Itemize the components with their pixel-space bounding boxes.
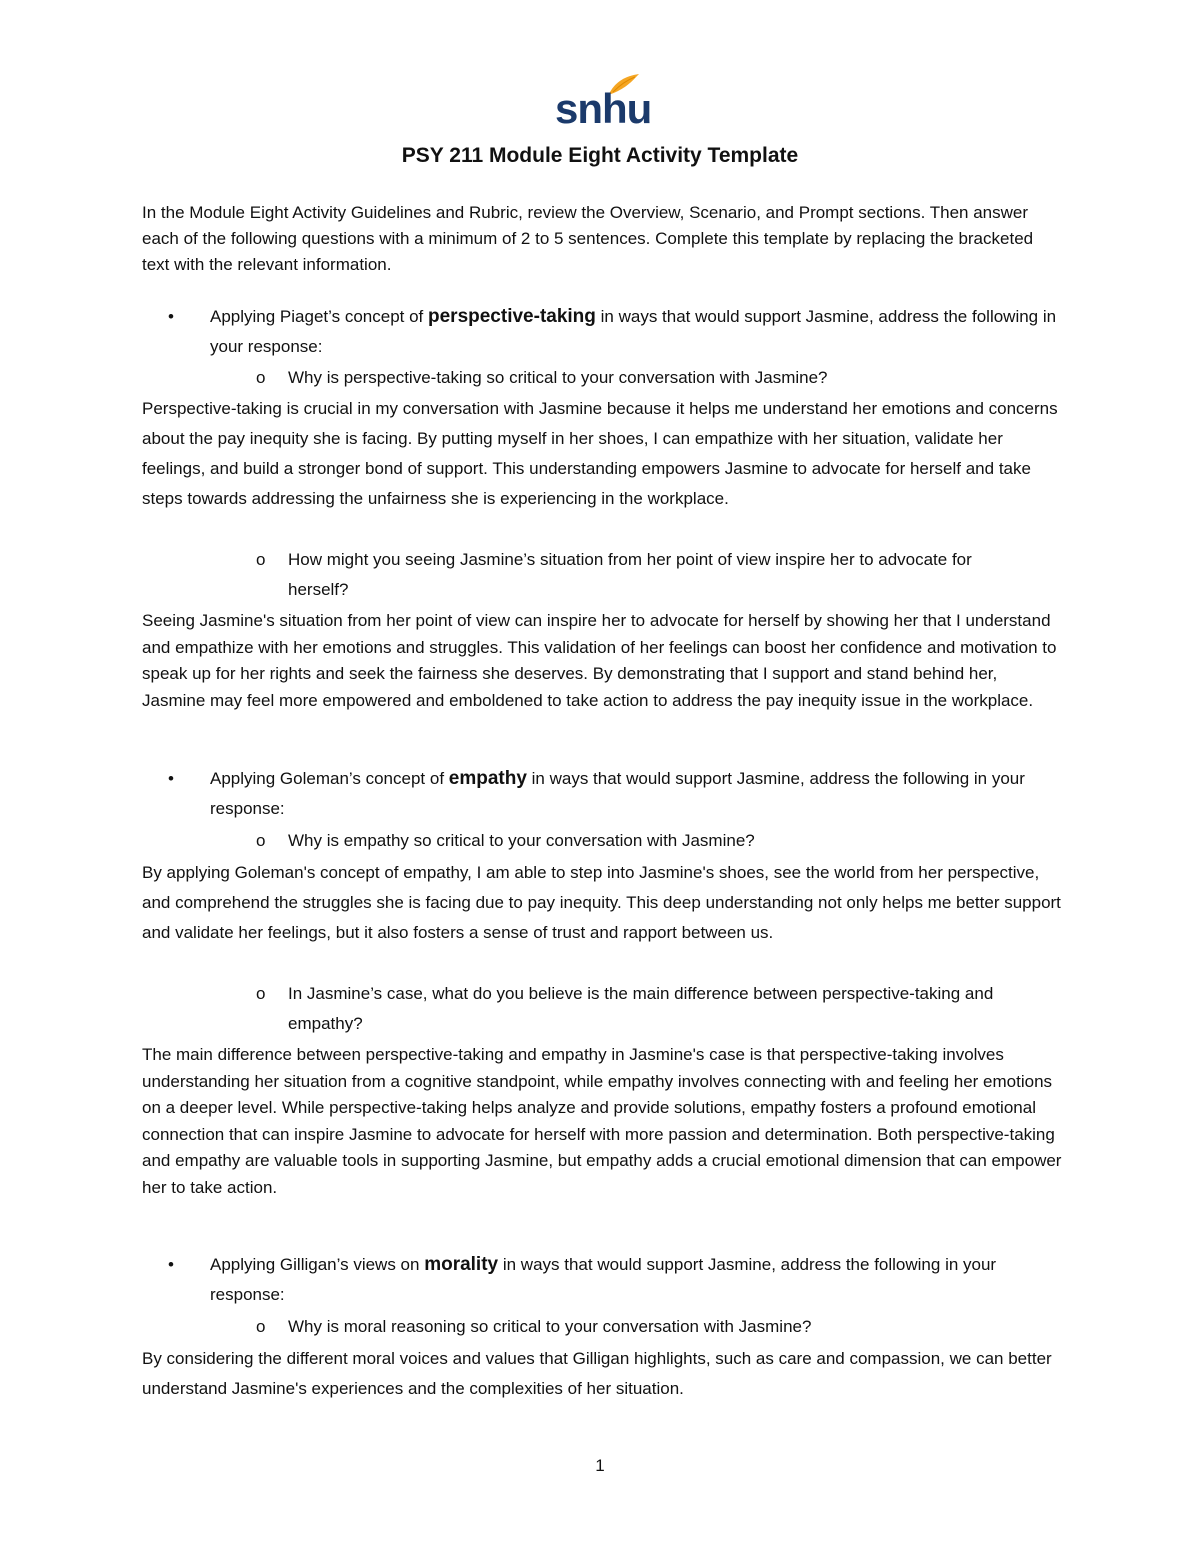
- sub-bullet-icon: o: [256, 550, 266, 569]
- section-1-answer-2: Seeing Jasmine's situation from her point of view can inspire her to advocate for herself by showing her that I understand and empathize with her emotions and struggles. This validation of her feelings can boost her confidence and motivation to speak up for her rights and seek the fairness she deserves. By demonstrating that I support and stand behind her, Jasmine may feel more empowered and emboldened to take action to address the pay inequity issue in the workplace.: [142, 611, 1057, 710]
- bullet-text-before: Applying Piaget’s concept of: [210, 307, 428, 326]
- bullet-text-after: in ways that would support Jasmine, address the following in your response:: [210, 769, 1025, 818]
- bullet-text-after: in ways that would support Jasmine, address the following in your response:: [210, 1255, 997, 1304]
- sub-bullet-icon: o: [256, 984, 266, 1003]
- question-text: Why is perspective-taking so critical to your conversation with Jasmine?: [288, 368, 828, 387]
- question-text: Why is empathy so critical to your conversation with Jasmine?: [288, 831, 755, 850]
- bullet-icon: •: [168, 307, 174, 326]
- page-title: PSY 211 Module Eight Activity Template: [401, 144, 799, 167]
- section-2-bullet: [142, 764, 1062, 826]
- bullet-text-before: Applying Goleman’s concept of: [210, 769, 449, 788]
- question-text: In Jasmine’s case, what do you believe is the main difference between perspective-taking and empathy?: [288, 984, 994, 1033]
- section-3-answer-1: By considering the different moral voices and values that Gilligan highlights, such as care and compassion, we can better understand Jasmine's experiences and the complexities of her situation.: [142, 1349, 1052, 1398]
- bullet-term: perspective-taking: [428, 306, 596, 327]
- bullet-icon: •: [168, 769, 174, 788]
- section-1-bullet: [142, 302, 1062, 364]
- bullet-icon: •: [168, 1255, 174, 1274]
- question-text: Why is moral reasoning so critical to your conversation with Jasmine?: [288, 1317, 812, 1336]
- section-2-answer-1: By applying Goleman's concept of empathy, I am able to step into Jasmine's shoes, see the world from her perspective, and comprehend the struggles she is facing due to pay inequity. This deep understanding not only helps me better support and validate her feelings, but it also fosters a sense of trust and rapport between us.: [142, 863, 1061, 942]
- question-text: How might you seeing Jasmine’s situation from her point of view inspire her to advocate for herself?: [288, 550, 972, 599]
- bullet-text-before: Applying Gilligan’s views on: [210, 1255, 425, 1274]
- section-1-answer-1: Perspective-taking is crucial in my conversation with Jasmine because it helps me understand her emotions and concerns about the pay inequity she is facing. By putting myself in her shoes, I can empathize with her situation, validate her feelings, and build a stronger bond of support. This understanding empowers Jasmine to advocate for herself and take steps towards addressing the unfairness she is experiencing in the workplace.: [142, 399, 1058, 508]
- page-number: 1: [595, 1456, 605, 1475]
- sub-bullet-icon: o: [256, 831, 266, 850]
- intro-paragraph: In the Module Eight Activity Guidelines and Rubric, review the Overview, Scenario, and Prompt sections. Then answer each of the following questions with a minimum of 2 to 5 sentences. Complete this template by replacing the bracketed text with the relevant information.: [142, 203, 1034, 274]
- sub-bullet-icon: o: [256, 1317, 266, 1336]
- bullet-term: morality: [424, 1254, 499, 1275]
- bullet-text-after: in ways that would support Jasmine, address the following in your response:: [210, 307, 1057, 356]
- sub-bullet-icon: o: [256, 368, 266, 387]
- logo-wordmark: snhu: [555, 85, 652, 132]
- section-3-bullet: [142, 1250, 1062, 1312]
- snhu-logo: [555, 72, 652, 134]
- section-2-answer-2: The main difference between perspective-taking and empathy in Jasmine's case is that perspective-taking involves understanding her situation from a cognitive standpoint, while empathy involves connecting with and feeling her emotions on a deeper level. While perspective-taking helps analyze and provide solutions, empathy fosters a profound emotional connection that can inspire Jasmine to advocate for herself with more passion and determination. Both perspective-taking and empathy are valuable tools in supporting Jasmine, but empathy adds a crucial emotional dimension that can empower her to take action.: [142, 1045, 1062, 1197]
- bullet-term: empathy: [448, 768, 527, 789]
